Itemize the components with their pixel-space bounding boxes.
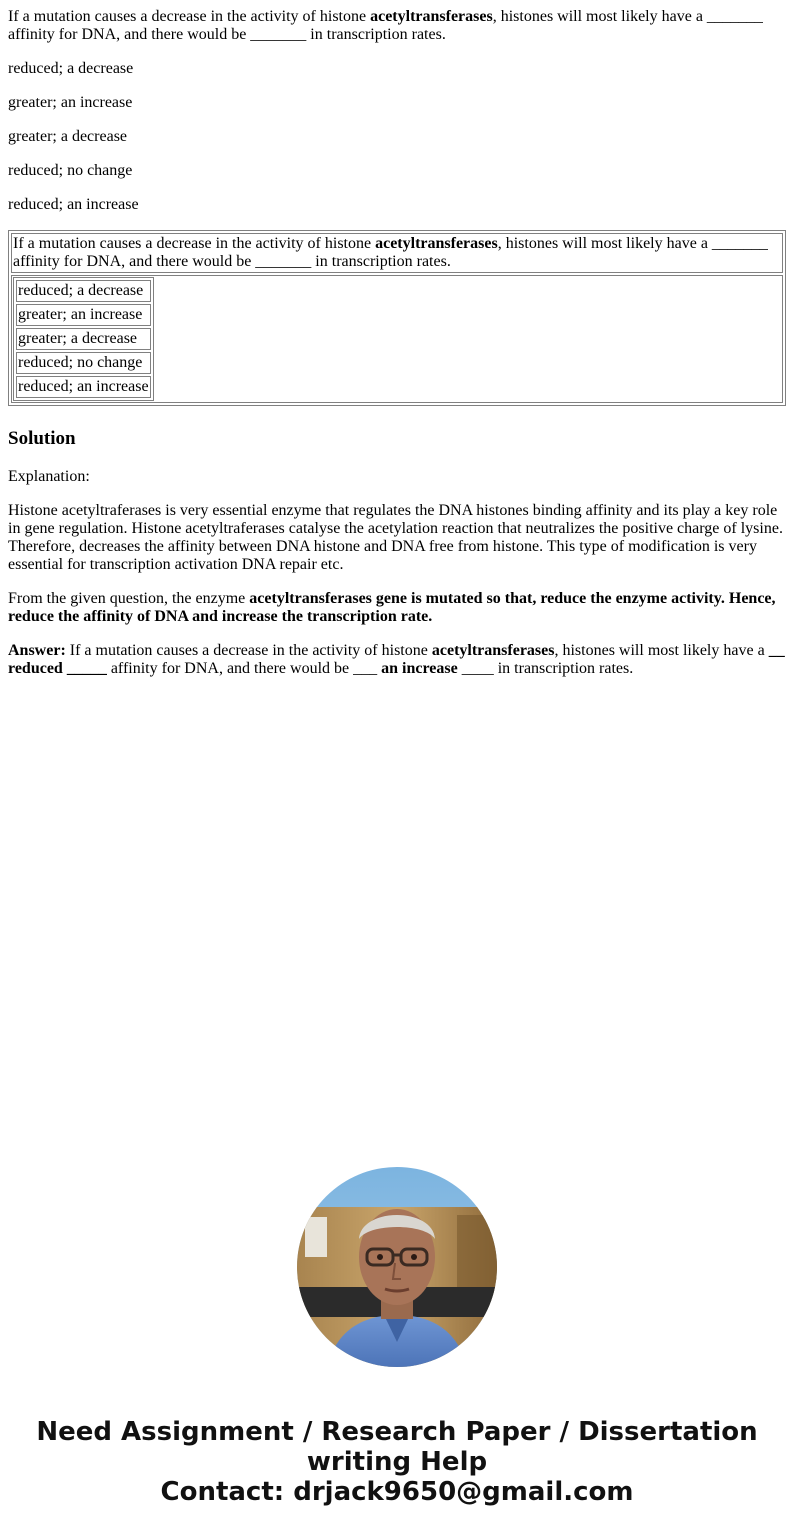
promo-line-2: Contact: drjack9650@gmail.com: [160, 1477, 634, 1507]
paragraph-text: From the given question, the enzyme: [8, 590, 250, 607]
option-cell: reduced; a decrease: [16, 280, 151, 302]
question-term: acetyltransferases: [375, 235, 498, 252]
explanation-paragraph: Histone acetyltraferases is very essential enzyme that regulates the DNA histones binding affinity and its play a key role in gene regulation. Histone acetyltraferases catalyse the acetylation reaction that neutralizes the positive charge of lysine. Therefore, decreases the affinity between DNA histone and DNA free from histone. This type of modification is very essential for transcription activation DNA repair etc.: [8, 502, 783, 573]
question-text-part: , histones will most likely have a _______ affinity for DNA, and there would be _______ in transcription rates.: [13, 235, 768, 270]
option-text: greater; a decrease: [8, 128, 128, 145]
answer-text: ____ in transcription rates.: [457, 660, 634, 677]
options-table: [13, 277, 154, 401]
question-table-cell: [11, 233, 783, 273]
question-text-part: If a mutation causes a decrease in the activity of histone: [13, 235, 376, 252]
avatar-container: [8, 1167, 786, 1367]
promo-banner: [8, 1417, 786, 1507]
answer-blank-1: __ reduced _____: [8, 642, 785, 677]
explanation-paragraph-2: [8, 590, 786, 626]
avatar: [297, 1167, 497, 1367]
answer-term: acetyltransferases: [431, 642, 555, 659]
question-table: [8, 230, 786, 406]
option-text: reduced; a decrease: [8, 60, 134, 77]
answer-label: Answer:: [8, 642, 66, 659]
answer-text: , histones will most likely have a: [554, 642, 769, 659]
answer-text: affinity for DNA, and there would be ___: [106, 660, 382, 677]
question-text-part: , histones will most likely have a _______ affinity for DNA, and there would be _______ in transcription rates.: [8, 8, 763, 43]
solution-heading: Solution: [8, 428, 76, 449]
option-text: reduced; an increase: [8, 196, 139, 213]
answer-paragraph: [8, 642, 786, 678]
question-term: acetyltransferases: [370, 8, 493, 25]
option-cell: reduced; an increase: [16, 376, 151, 398]
blank-space: [8, 694, 786, 1167]
explanation-label: Explanation:: [8, 468, 90, 485]
answer-text: If a mutation causes a decrease in the activity of histone: [65, 642, 432, 659]
option-cell: greater; an increase: [16, 304, 151, 326]
promo-line-1: Need Assignment / Research Paper / Dissertation writing Help: [36, 1417, 758, 1477]
question-text-part: If a mutation causes a decrease in the activity of histone: [8, 8, 371, 25]
paragraph-bold-text: acetyltransferases gene is mutated so that, reduce the enzyme activity. Hence, reduce the affinity of DNA and increase the transcription rate.: [8, 590, 776, 625]
options-table-cell: [11, 275, 783, 403]
question-text: [8, 8, 786, 44]
option-cell: reduced; no change: [16, 352, 151, 374]
option-text: reduced; no change: [8, 162, 133, 179]
option-cell: greater; a decrease: [16, 328, 151, 350]
option-text: greater; an increase: [8, 94, 133, 111]
avatar-portrait-image: [297, 1167, 497, 1367]
answer-blank-2: an increase: [381, 660, 458, 677]
